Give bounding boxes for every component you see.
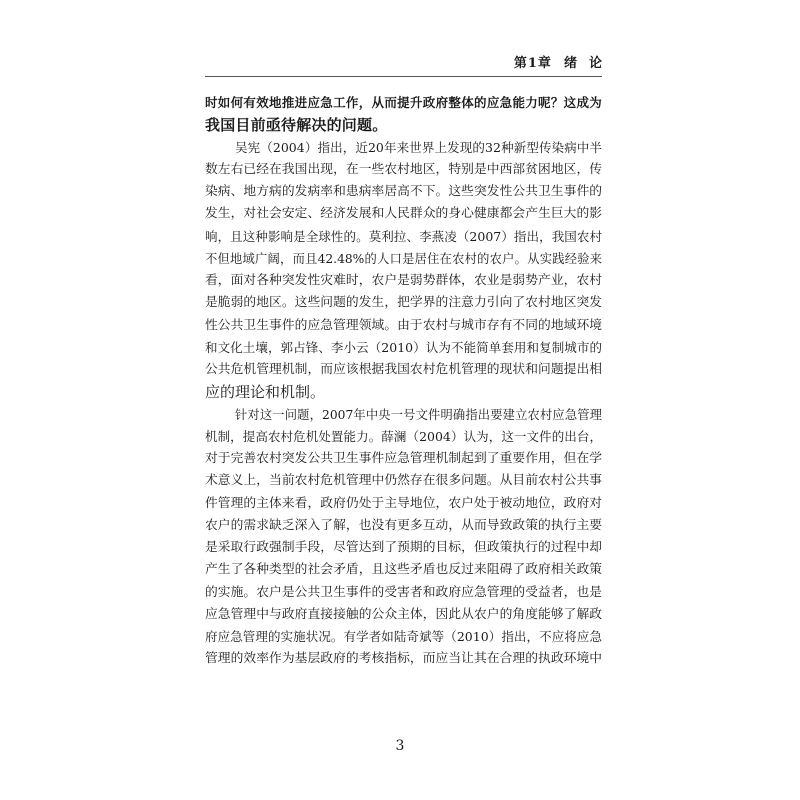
text-line: 我国目前亟待解决的问题。 [205, 116, 388, 135]
text-line: 管理的效率作为基层政府的考核指标，而应当让其在合理的执政环境中 [205, 651, 602, 667]
text-line: 术意义上，当前农村危机管理中仍然存在很多问题。从目前农村公共事 [205, 473, 602, 489]
text-line: 不但地域广阔，而且42.48%的人口是居住在农村的农户。从实践经验来 [205, 251, 602, 266]
text-line: 看，面对各种突发性灾难时，农户是弱势群体，农业是弱势产业，农村 [205, 273, 602, 288]
text-line: 的实施。农户是公共卫生事件的受害者和政府应急管理的受益者，也是 [205, 584, 602, 600]
chapter-title: 绪 论 [563, 56, 603, 71]
text-line: 时如何有效地推进应急工作，从而提升政府整体的应急能力呢？这成为 [205, 95, 602, 110]
text-line: 对于完善农村突发公共卫生事件应急管理机制起到了重要作用，但在学 [205, 451, 602, 466]
body-text [205, 92, 602, 671]
text-line: 产生了各种类型的社会矛盾，且这些矛盾也反过来阻碍了政府相关政策 [205, 562, 602, 578]
running-header [514, 52, 603, 71]
text-line: 应急管理中与政府直接接触的公众主体，因此从农户的角度能够了解政 [205, 606, 602, 622]
header-rule [205, 76, 602, 77]
text-line: 性公共卫生事件的应急管理领域。由于农村与城市存有不同的地域环境 [205, 317, 602, 333]
text-line: 府应急管理的实施状况。有学者如陆奇斌等（2010）指出，不应将应急 [205, 629, 602, 644]
text-line: 针对这一问题，2007年中央一号文件明确指出要建立农村应急管理 [235, 407, 602, 422]
text-line: 发生，对社会安定、经济发展和人民群众的身心健康都会产生巨大的影 [205, 206, 602, 222]
text-line: 是采取行政强制手段，尽管达到了预期的目标，但政策执行的过程中却 [205, 540, 602, 555]
text-line: 响，且这种影响是全球性的。莫利拉、李燕凌（2007）指出，我国农村 [205, 228, 602, 244]
text-line: 吴宪（2004）指出，近20年来世界上发现的32种新型传染病中半 [235, 139, 602, 155]
page-number: 3 [395, 738, 405, 754]
text-line: 和文化土壤，郭占锋、李小云（2010）认为不能简单套用和复制城市的 [205, 339, 602, 355]
text-line: 件管理的主体来看，政府仍处于主导地位，农户处于被动地位，政府对 [205, 495, 602, 511]
text-line: 农户的需求缺乏深入了解，也没有更多互动，从而导致政策的执行主要 [205, 517, 602, 533]
text-line: 数左右已经在我国出现，在一些农村地区，特别是中西部贫困地区，传 [205, 161, 602, 177]
text-line: 公共危机管理机制，而应该根据我国农村危机管理的现状和问题提出相 [205, 362, 602, 377]
text-line: 应的理论和机制。 [205, 383, 326, 402]
text-line: 是脆弱的地区。这些问题的发生，把学界的注意力引向了农村地区突发 [205, 295, 602, 311]
text-line: 机制，提高农村危机处置能力。薛澜（2004）认为，这一文件的出台， [205, 428, 602, 444]
text-line: 染病、地方病的发病率和患病率居高不下。这些突发性公共卫生事件的 [205, 184, 602, 199]
chapter-number: 第1章 [513, 56, 552, 71]
